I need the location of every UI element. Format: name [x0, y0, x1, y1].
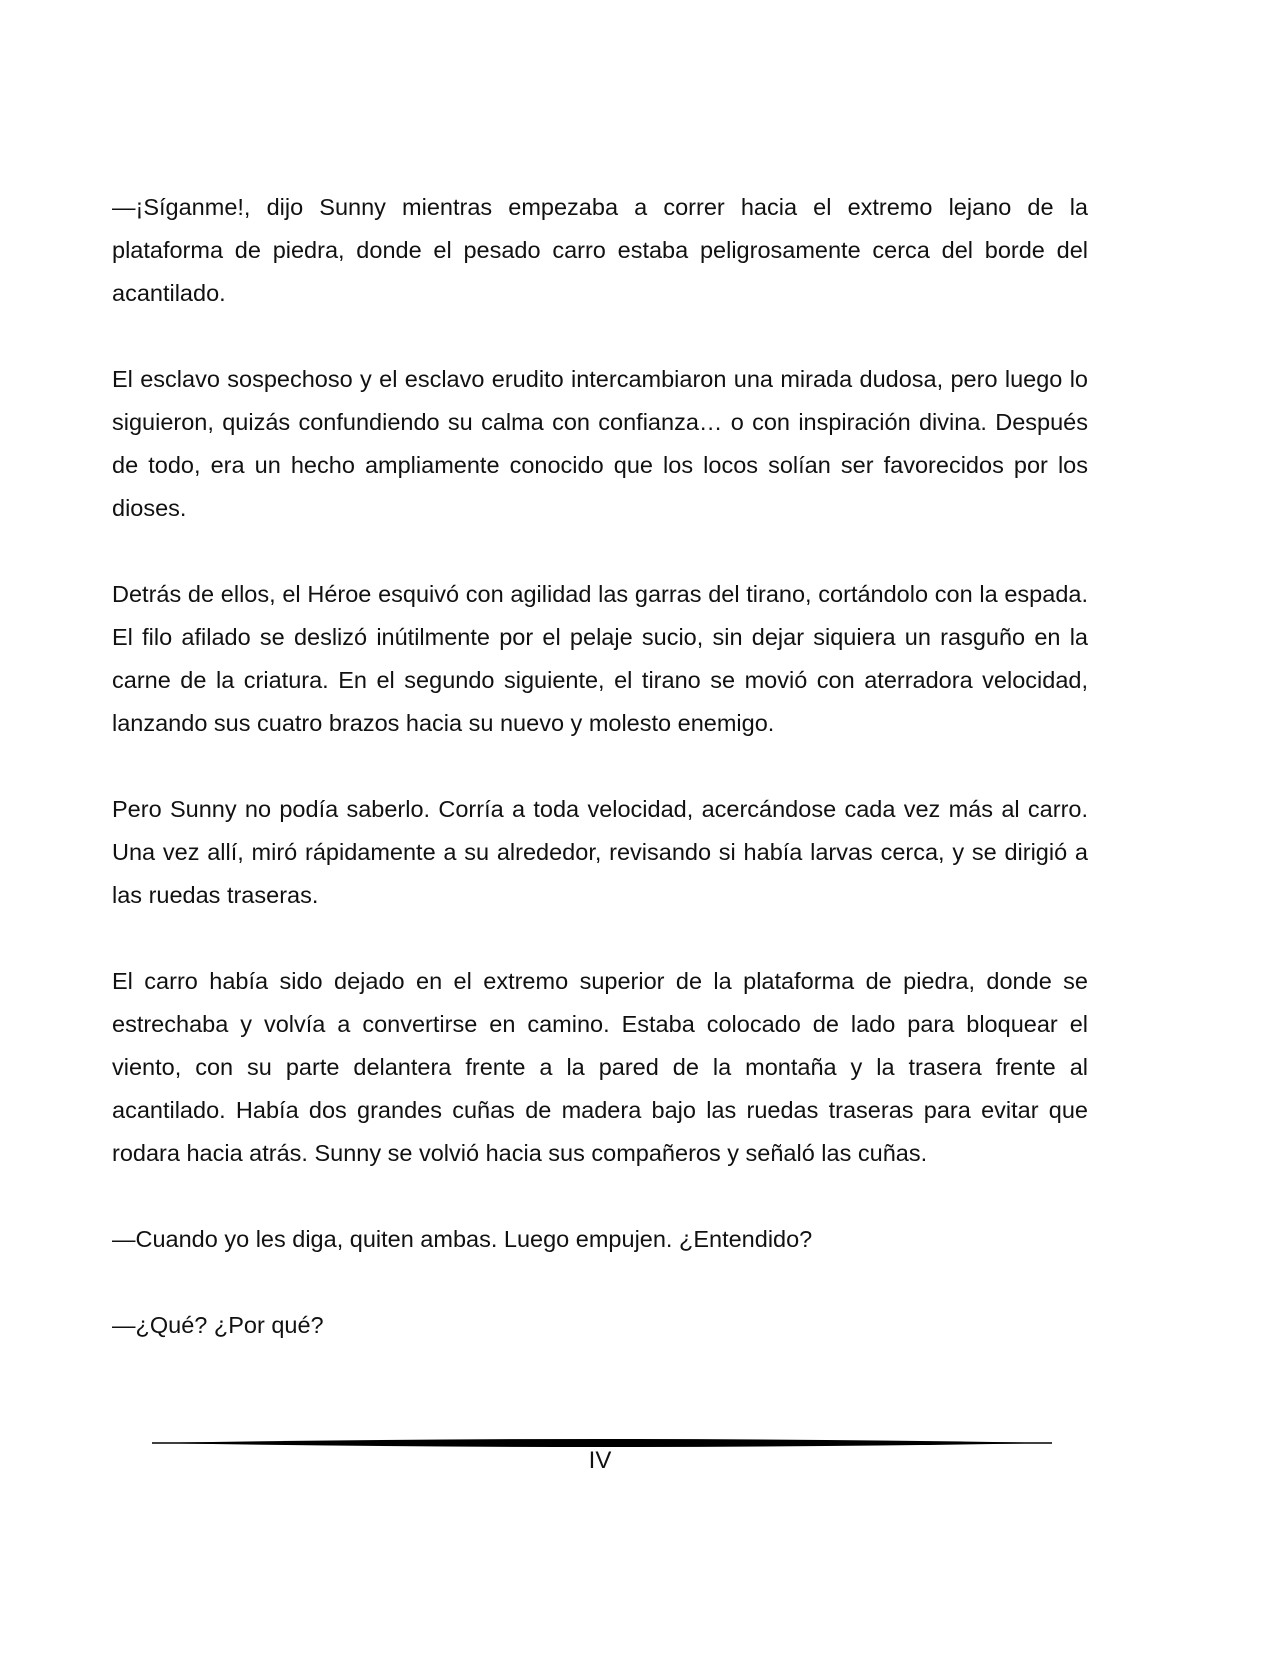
page-body	[112, 186, 1088, 1390]
paragraph: El esclavo sospechoso y el esclavo erudito intercambiaron una mirada dudosa, pero luego lo siguieron, quizás confundiendo su calma con confianza… o con inspiración divina. Después de todo, era un hecho ampliamente conocido que los locos solían ser favorecidos por los dioses.	[112, 366, 1088, 521]
dialogue-line: —Cuando yo les diga, quiten ambas. Luego empujen. ¿Entendido?	[112, 1226, 813, 1252]
paragraph: —¡Síganme!, dijo Sunny mientras empezaba a correr hacia el extremo lejano de la plataforma de piedra, donde el pesado carro estaba peligrosamente cerca del borde del acantilado.	[112, 194, 1088, 306]
paragraph: El carro había sido dejado en el extremo superior de la plataforma de piedra, donde se estrechaba y volvía a convertirse en camino. Estaba colocado de lado para bloquear el viento, con su parte delantera frente a la pared de la montaña y la trasera frente al acantilado. Había dos grandes cuñas de madera bajo las ruedas traseras para evitar que rodara hacia atrás. Sunny se volvió hacia sus compañeros y señaló las cuñas.	[112, 968, 1088, 1166]
paragraph: Pero Sunny no podía saberlo. Corría a toda velocidad, acercándose cada vez más al carro. Una vez allí, miró rápidamente a su alrededor, revisando si había larvas cerca, y se dirigió a las ruedas traseras.	[112, 796, 1088, 908]
paragraph: Detrás de ellos, el Héroe esquivó con agilidad las garras del tirano, cortándolo con la espada. El filo afilado se deslizó inútilmente por el pelaje sucio, sin dejar siquiera un rasguño en la carne de la criatura. En el segundo siguiente, el tirano se movió con aterradora velocidad, lanzando sus cuatro brazos hacia su nuevo y molesto enemigo.	[112, 581, 1088, 736]
page-number: IV	[588, 1447, 612, 1474]
dialogue-line: —¿Qué? ¿Por qué?	[112, 1312, 324, 1338]
